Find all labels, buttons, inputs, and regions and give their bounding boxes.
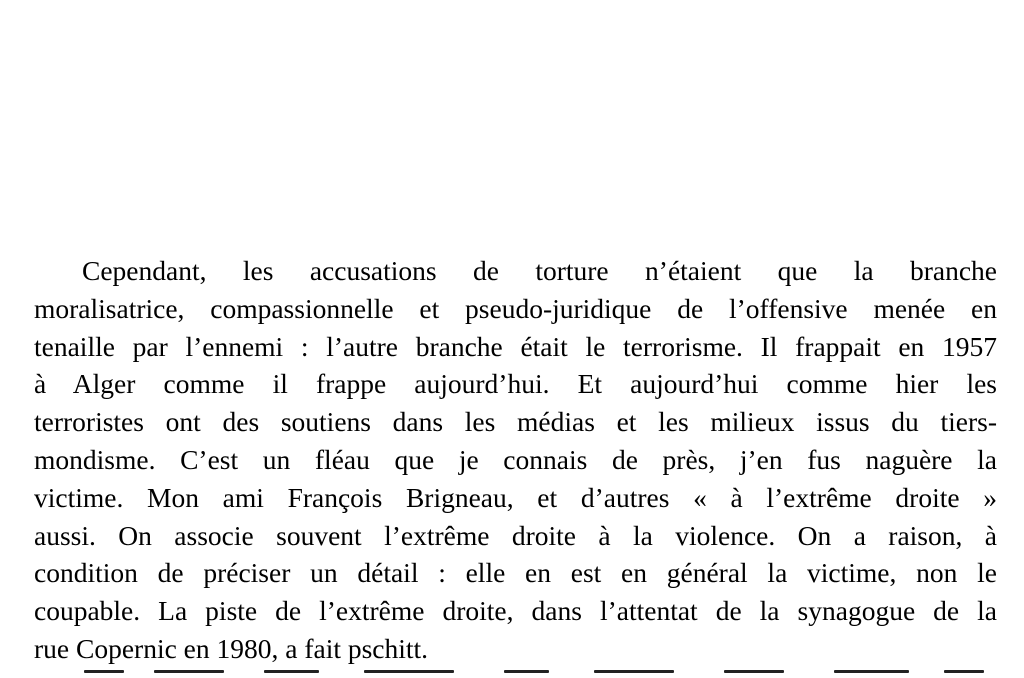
- paragraph-line: à Alger comme il frappe aujourd’hui. Et aujourd’hui comme hier les: [34, 368, 997, 400]
- paragraph-line: tenaille par l’ennemi : l’autre branche était le terrorisme. Il frappait en 1957: [34, 330, 997, 362]
- paragraph-line: coupable. La piste de l’extrême droite, dans l’attentat de la synagogue de la: [34, 595, 997, 627]
- paragraph-line: moralisatrice, compassionnelle et pseudo-juridique de l’offensive menée en: [34, 292, 997, 324]
- paragraph-line: victime. Mon ami François Brigneau, et d’autres « à l’extrême droite »: [34, 481, 997, 513]
- cropped-next-line: [34, 658, 997, 678]
- body-paragraph: [34, 252, 997, 668]
- paragraph-line: condition de préciser un détail : elle en est en général la victime, non le: [34, 557, 997, 589]
- paragraph-line: rue Copernic en 1980, a fait pschitt.: [34, 632, 429, 664]
- paragraph-line: terroristes ont des soutiens dans les médias et les milieux issus du tiers-: [34, 406, 997, 438]
- paragraph-line: Cependant, les accusations de torture n’étaient que la branche: [82, 255, 997, 286]
- paragraph-line: mondisme. C’est un fléau que je connais de près, j’en fus naguère la: [34, 443, 997, 475]
- paragraph-line: aussi. On associe souvent l’extrême droite à la violence. On a raison, à: [34, 519, 997, 551]
